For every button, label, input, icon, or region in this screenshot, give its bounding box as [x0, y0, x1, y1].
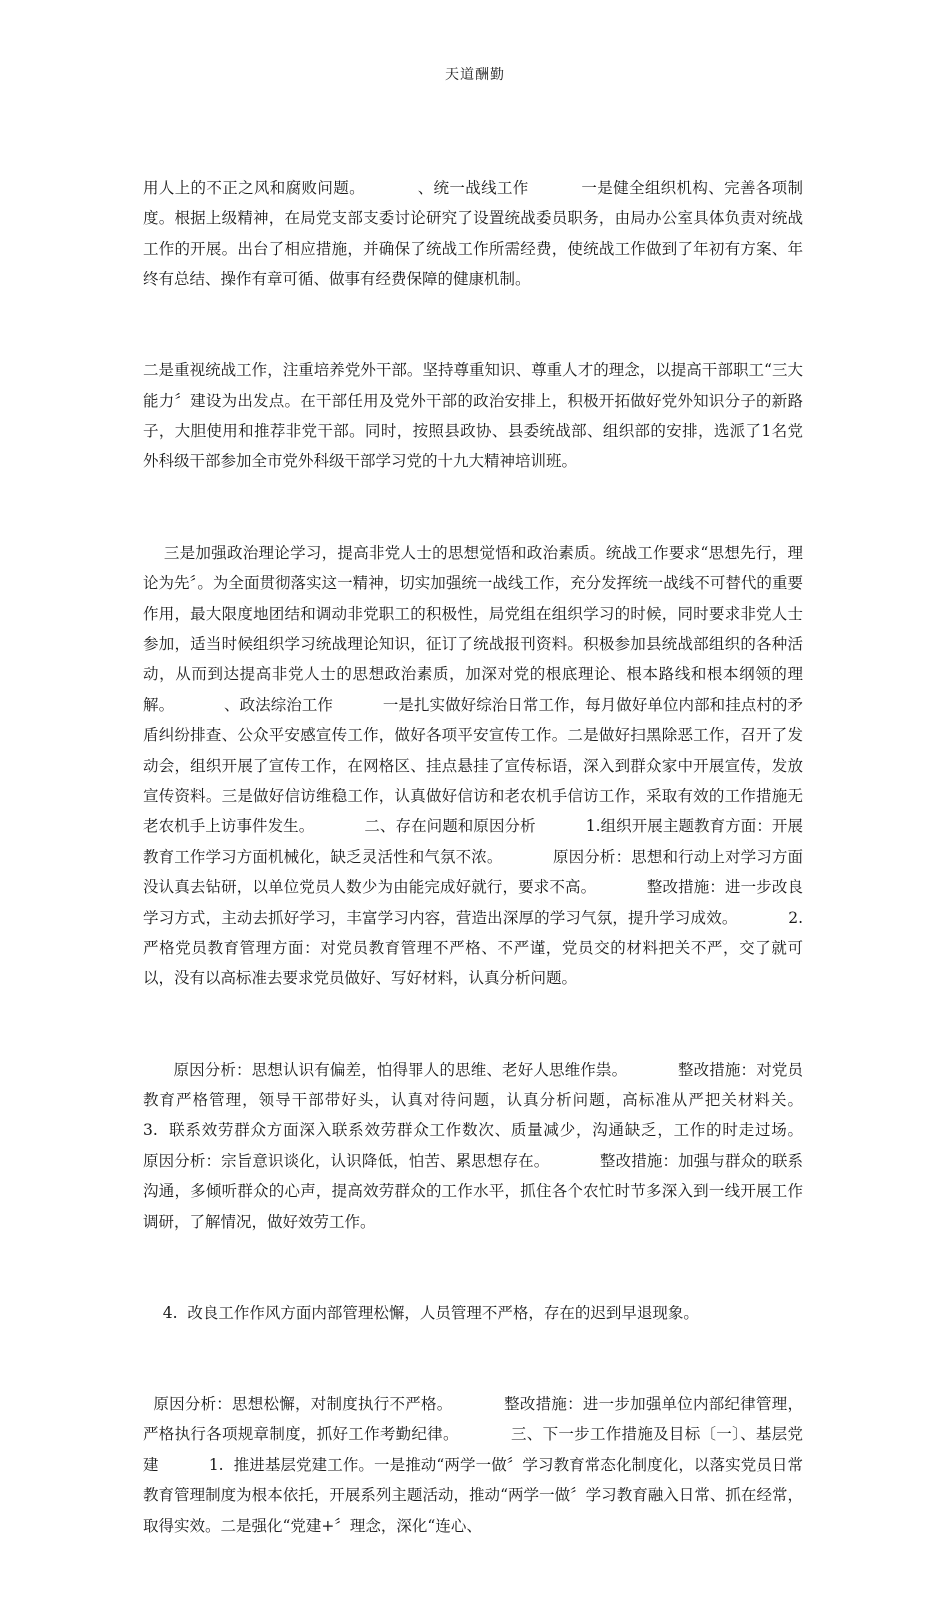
paragraph: 原因分析：思想松懈，对制度执行不严格。 整改措施：进一步加强单位内部纪律管理，严格执行各项规章制度，抓好工作考勤纪律。 三、下一步工作措施及目标〔一〕、基层党建 1. 推进基层党建工作。一是推动“两学一做〞学习教育常态化制度化，以落实党员日常教育管理制度为根本依托，开展系列主题活动，推动“两学一做〞学习教育融入日常、抓在经常，取得实效。二是强化“党建+〞理念，深化“连心、: [143, 1395, 803, 1535]
page-header: 天道酬勤: [445, 67, 505, 83]
paragraph: 用人上的不正之风和腐败问题。 、统一战线工作 一是健全组织机构、完善各项制度。根据上级精神，在局党支部支委讨论研究了设置统战委员职务，由局办公室具体负责对统战工作的开展。出台了相应措施，并确保了统战工作所需经费，使统战工作做到了年初有方案、年终有总结、操作有章可循、做事有经费保障的健康机制。: [143, 178, 803, 289]
paragraph: 二是重视统战工作，注重培养党外干部。坚持尊重知识、尊重人才的理念，以提高干部职工“三大能力〞建设为出发点。在干部任用及党外干部的政治安排上，积极开拓做好党外知识分子的新路子，大胆使用和推荐非党干部。同时，按照县政协、县委统战部、组织部的安排，选派了1名党外科级干部参加全市党外科级干部学习党的十九大精神培训班。: [143, 361, 803, 471]
paragraph: 三是加强政治理论学习，提高非党人士的思想觉悟和政治素质。统战工作要求“思想先行，理论为先〞。为全面贯彻落实这一精神，切实加强统一战线工作，充分发挥统一战线不可替代的重要作用，最大限度地团结和调动非党职工的积极性，局党组在组织学习的时候，同时要求非党人士参加，适当时候组织学习统战理论知识，征订了统战报刊资料。积极参加县统战部组织的各种活动，从而到达提高非党人士的思想政治素质，加深对党的根底理论、根本路线和根本纲领的理解。 、政法综治工作 一是扎实做好综治日常工作，每月做好单位内部和挂点村的矛盾纠纷排查、公众平安感宣传工作，做好各项平安宣传工作。二是做好扫黑除恶工作，召开了发动会，组织开展了宣传工作，在网格区、挂点悬挂了宣传标语，深入到群众家中开展宣传，发放宣传资料。三是做好信访维稳工作，认真做好信访和老农机手信访工作，采取有效的工作措施无老农机手上访事件发生。 二、存在问题和原因分析 1.组织开展主题教育方面：开展教育工作学习方面机械化，缺乏灵活性和气氛不浓。 原因分析：思想和行动上对学习方面没认真去钻研，以单位党员人数少为由能完成好就行，要求不高。 整改措施：进一步改良学习方式，主动去抓好学习，丰富学习内容，营造出深厚的学习气氛，提升学习成效。 2. 严格党员教育管理方面：对党员教育管理不严格、不严谨，党员交的材料把关不严，交了就可以，没有以高标准去要求党员做好、写好材料，认真分析问题。: [143, 543, 813, 988]
paragraph: 4. 改良工作作风方面内部管理松懈，人员管理不严格，存在的迟到早退现象。: [143, 1303, 699, 1322]
document-body: [143, 112, 853, 1602]
paragraph: 原因分析：思想认识有偏差，怕得罪人的思维、老好人思维作祟。 整改措施：对党员教育严格管理，领导干部带好头，认真对待问题，认真分析问题，高标准从严把关材料关。 3. 联系效劳群众方面深入联系效劳群众工作数次、质量减少，沟通缺乏，工作的时走过场。 原因分析：宗旨意识谈化，认识降低，怕苦、累思想存在。 整改措施：加强与群众的联系沟通，多倾听群众的心声，提高效劳群众的工作水平，抓住各个农忙时节多深入到一线开展工作调研，了解情况，做好效劳工作。: [143, 1060, 853, 1231]
